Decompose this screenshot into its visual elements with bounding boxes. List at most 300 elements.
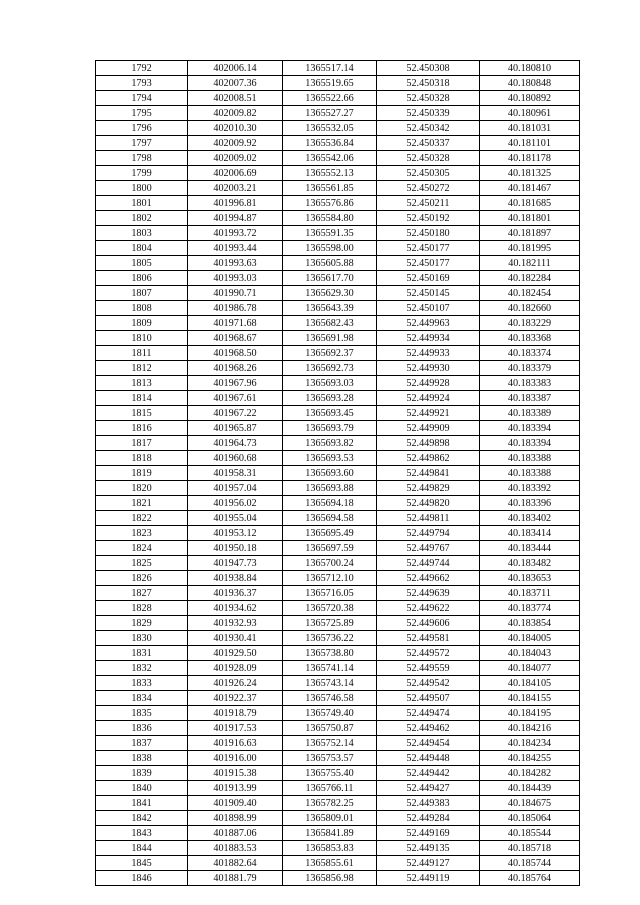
longitude-cell: 40.184195 (480, 706, 580, 721)
table-row (96, 841, 580, 856)
table-row (96, 196, 580, 211)
point-number-cell: 1799 (96, 166, 188, 181)
latitude-cell: 52.449662 (377, 571, 480, 586)
table-row (96, 211, 580, 226)
y-coordinate-cell: 1365542.06 (283, 151, 377, 166)
x-coordinate-cell: 401968.67 (188, 331, 283, 346)
table-row (96, 331, 580, 346)
table-row (96, 796, 580, 811)
point-number-cell: 1798 (96, 151, 188, 166)
point-number-cell: 1836 (96, 721, 188, 736)
y-coordinate-cell: 1365693.88 (283, 481, 377, 496)
table-row (96, 811, 580, 826)
y-coordinate-cell: 1365693.79 (283, 421, 377, 436)
x-coordinate-cell: 401881.79 (188, 871, 283, 886)
table-row (96, 346, 580, 361)
y-coordinate-cell: 1365522.66 (283, 91, 377, 106)
latitude-cell: 52.450180 (377, 226, 480, 241)
y-coordinate-cell: 1365693.28 (283, 391, 377, 406)
longitude-cell: 40.180961 (480, 106, 580, 121)
table-row (96, 406, 580, 421)
y-coordinate-cell: 1365693.82 (283, 436, 377, 451)
point-number-cell: 1826 (96, 571, 188, 586)
longitude-cell: 40.184077 (480, 661, 580, 676)
x-coordinate-cell: 401993.63 (188, 256, 283, 271)
x-coordinate-cell: 401938.84 (188, 571, 283, 586)
latitude-cell: 52.449898 (377, 436, 480, 451)
longitude-cell: 40.184216 (480, 721, 580, 736)
table-row (96, 316, 580, 331)
longitude-cell: 40.183229 (480, 316, 580, 331)
point-number-cell: 1825 (96, 556, 188, 571)
latitude-cell: 52.449909 (377, 421, 480, 436)
latitude-cell: 52.449127 (377, 856, 480, 871)
y-coordinate-cell: 1365782.25 (283, 796, 377, 811)
x-coordinate-cell: 401882.64 (188, 856, 283, 871)
latitude-cell: 52.450328 (377, 151, 480, 166)
table-row (96, 286, 580, 301)
point-number-cell: 1834 (96, 691, 188, 706)
longitude-cell: 40.181031 (480, 121, 580, 136)
x-coordinate-cell: 401993.44 (188, 241, 283, 256)
point-number-cell: 1819 (96, 466, 188, 481)
longitude-cell: 40.184005 (480, 631, 580, 646)
y-coordinate-cell: 1365682.43 (283, 316, 377, 331)
point-number-cell: 1812 (96, 361, 188, 376)
longitude-cell: 40.183774 (480, 601, 580, 616)
latitude-cell: 52.449284 (377, 811, 480, 826)
longitude-cell: 40.183444 (480, 541, 580, 556)
x-coordinate-cell: 402003.21 (188, 181, 283, 196)
y-coordinate-cell: 1365746.58 (283, 691, 377, 706)
longitude-cell: 40.183379 (480, 361, 580, 376)
longitude-cell: 40.183388 (480, 451, 580, 466)
latitude-cell: 52.450192 (377, 211, 480, 226)
latitude-cell: 52.449427 (377, 781, 480, 796)
point-number-cell: 1830 (96, 631, 188, 646)
latitude-cell: 52.449794 (377, 526, 480, 541)
longitude-cell: 40.184675 (480, 796, 580, 811)
y-coordinate-cell: 1365643.39 (283, 301, 377, 316)
table-row (96, 376, 580, 391)
table-row (96, 241, 580, 256)
y-coordinate-cell: 1365532.05 (283, 121, 377, 136)
point-number-cell: 1816 (96, 421, 188, 436)
table-row (96, 781, 580, 796)
coordinate-table (95, 60, 580, 886)
latitude-cell: 52.449924 (377, 391, 480, 406)
table-row (96, 871, 580, 886)
latitude-cell: 52.449811 (377, 511, 480, 526)
table-row (96, 436, 580, 451)
point-number-cell: 1795 (96, 106, 188, 121)
latitude-cell: 52.449542 (377, 676, 480, 691)
longitude-cell: 40.183854 (480, 616, 580, 631)
y-coordinate-cell: 1365716.05 (283, 586, 377, 601)
point-number-cell: 1801 (96, 196, 188, 211)
x-coordinate-cell: 401967.22 (188, 406, 283, 421)
table-row (96, 256, 580, 271)
table-row (96, 166, 580, 181)
table-row (96, 691, 580, 706)
point-number-cell: 1823 (96, 526, 188, 541)
y-coordinate-cell: 1365692.73 (283, 361, 377, 376)
point-number-cell: 1845 (96, 856, 188, 871)
longitude-cell: 40.181101 (480, 136, 580, 151)
point-number-cell: 1846 (96, 871, 188, 886)
latitude-cell: 52.449606 (377, 616, 480, 631)
x-coordinate-cell: 402009.02 (188, 151, 283, 166)
longitude-cell: 40.184255 (480, 751, 580, 766)
y-coordinate-cell: 1365536.84 (283, 136, 377, 151)
longitude-cell: 40.181801 (480, 211, 580, 226)
latitude-cell: 52.450337 (377, 136, 480, 151)
table-row (96, 106, 580, 121)
latitude-cell: 52.450107 (377, 301, 480, 316)
longitude-cell: 40.183392 (480, 481, 580, 496)
x-coordinate-cell: 401968.26 (188, 361, 283, 376)
point-number-cell: 1828 (96, 601, 188, 616)
table-row (96, 706, 580, 721)
latitude-cell: 52.450328 (377, 91, 480, 106)
point-number-cell: 1829 (96, 616, 188, 631)
point-number-cell: 1835 (96, 706, 188, 721)
point-number-cell: 1797 (96, 136, 188, 151)
y-coordinate-cell: 1365527.27 (283, 106, 377, 121)
longitude-cell: 40.183402 (480, 511, 580, 526)
latitude-cell: 52.450272 (377, 181, 480, 196)
latitude-cell: 52.449474 (377, 706, 480, 721)
x-coordinate-cell: 401916.63 (188, 736, 283, 751)
point-number-cell: 1843 (96, 826, 188, 841)
longitude-cell: 40.181995 (480, 241, 580, 256)
x-coordinate-cell: 402006.69 (188, 166, 283, 181)
y-coordinate-cell: 1365691.98 (283, 331, 377, 346)
y-coordinate-cell: 1365598.00 (283, 241, 377, 256)
latitude-cell: 52.449921 (377, 406, 480, 421)
longitude-cell: 40.185744 (480, 856, 580, 871)
point-number-cell: 1809 (96, 316, 188, 331)
x-coordinate-cell: 401909.40 (188, 796, 283, 811)
longitude-cell: 40.181685 (480, 196, 580, 211)
x-coordinate-cell: 401922.37 (188, 691, 283, 706)
longitude-cell: 40.181178 (480, 151, 580, 166)
y-coordinate-cell: 1365750.87 (283, 721, 377, 736)
longitude-cell: 40.184439 (480, 781, 580, 796)
y-coordinate-cell: 1365856.98 (283, 871, 377, 886)
table-row (96, 271, 580, 286)
y-coordinate-cell: 1365725.89 (283, 616, 377, 631)
latitude-cell: 52.449934 (377, 331, 480, 346)
latitude-cell: 52.449928 (377, 376, 480, 391)
table-row (96, 121, 580, 136)
latitude-cell: 52.450342 (377, 121, 480, 136)
table-row (96, 631, 580, 646)
longitude-cell: 40.184234 (480, 736, 580, 751)
table-row (96, 451, 580, 466)
point-number-cell: 1805 (96, 256, 188, 271)
y-coordinate-cell: 1365591.35 (283, 226, 377, 241)
x-coordinate-cell: 401971.68 (188, 316, 283, 331)
y-coordinate-cell: 1365752.14 (283, 736, 377, 751)
x-coordinate-cell: 401936.37 (188, 586, 283, 601)
latitude-cell: 52.449930 (377, 361, 480, 376)
point-number-cell: 1839 (96, 766, 188, 781)
latitude-cell: 52.449559 (377, 661, 480, 676)
longitude-cell: 40.180810 (480, 61, 580, 76)
x-coordinate-cell: 401990.71 (188, 286, 283, 301)
latitude-cell: 52.449383 (377, 796, 480, 811)
y-coordinate-cell: 1365712.10 (283, 571, 377, 586)
x-coordinate-cell: 401916.00 (188, 751, 283, 766)
y-coordinate-cell: 1365738.80 (283, 646, 377, 661)
x-coordinate-cell: 401929.50 (188, 646, 283, 661)
latitude-cell: 52.450305 (377, 166, 480, 181)
point-number-cell: 1827 (96, 586, 188, 601)
y-coordinate-cell: 1365519.65 (283, 76, 377, 91)
latitude-cell: 52.449169 (377, 826, 480, 841)
table-row (96, 391, 580, 406)
table-row (96, 226, 580, 241)
x-coordinate-cell: 402007.36 (188, 76, 283, 91)
point-number-cell: 1821 (96, 496, 188, 511)
x-coordinate-cell: 401887.06 (188, 826, 283, 841)
point-number-cell: 1822 (96, 511, 188, 526)
table-row (96, 751, 580, 766)
point-number-cell: 1840 (96, 781, 188, 796)
latitude-cell: 52.449767 (377, 541, 480, 556)
y-coordinate-cell: 1365841.89 (283, 826, 377, 841)
latitude-cell: 52.449448 (377, 751, 480, 766)
longitude-cell: 40.184155 (480, 691, 580, 706)
point-number-cell: 1844 (96, 841, 188, 856)
table-row (96, 661, 580, 676)
x-coordinate-cell: 401964.73 (188, 436, 283, 451)
y-coordinate-cell: 1365766.11 (283, 781, 377, 796)
table-row (96, 76, 580, 91)
latitude-cell: 52.450177 (377, 256, 480, 271)
x-coordinate-cell: 401968.50 (188, 346, 283, 361)
x-coordinate-cell: 401898.99 (188, 811, 283, 826)
table-row (96, 61, 580, 76)
y-coordinate-cell: 1365736.22 (283, 631, 377, 646)
table-row (96, 736, 580, 751)
point-number-cell: 1813 (96, 376, 188, 391)
point-number-cell: 1808 (96, 301, 188, 316)
y-coordinate-cell: 1365693.53 (283, 451, 377, 466)
x-coordinate-cell: 402008.51 (188, 91, 283, 106)
y-coordinate-cell: 1365809.01 (283, 811, 377, 826)
latitude-cell: 52.449581 (377, 631, 480, 646)
longitude-cell: 40.185064 (480, 811, 580, 826)
table-row (96, 421, 580, 436)
table-row (96, 151, 580, 166)
point-number-cell: 1824 (96, 541, 188, 556)
y-coordinate-cell: 1365697.59 (283, 541, 377, 556)
y-coordinate-cell: 1365694.18 (283, 496, 377, 511)
latitude-cell: 52.449507 (377, 691, 480, 706)
table-row (96, 556, 580, 571)
longitude-cell: 40.183387 (480, 391, 580, 406)
longitude-cell: 40.183394 (480, 421, 580, 436)
y-coordinate-cell: 1365693.60 (283, 466, 377, 481)
point-number-cell: 1811 (96, 346, 188, 361)
x-coordinate-cell: 401953.12 (188, 526, 283, 541)
table-row (96, 586, 580, 601)
y-coordinate-cell: 1365517.14 (283, 61, 377, 76)
point-number-cell: 1814 (96, 391, 188, 406)
latitude-cell: 52.449622 (377, 601, 480, 616)
x-coordinate-cell: 401996.81 (188, 196, 283, 211)
x-coordinate-cell: 401986.78 (188, 301, 283, 316)
longitude-cell: 40.182454 (480, 286, 580, 301)
x-coordinate-cell: 401950.18 (188, 541, 283, 556)
x-coordinate-cell: 401993.03 (188, 271, 283, 286)
latitude-cell: 52.449820 (377, 496, 480, 511)
longitude-cell: 40.182111 (480, 256, 580, 271)
x-coordinate-cell: 401947.73 (188, 556, 283, 571)
x-coordinate-cell: 402006.14 (188, 61, 283, 76)
y-coordinate-cell: 1365755.40 (283, 766, 377, 781)
point-number-cell: 1806 (96, 271, 188, 286)
point-number-cell: 1817 (96, 436, 188, 451)
table-row (96, 766, 580, 781)
latitude-cell: 52.449933 (377, 346, 480, 361)
x-coordinate-cell: 401955.04 (188, 511, 283, 526)
point-number-cell: 1841 (96, 796, 188, 811)
table-row (96, 526, 580, 541)
longitude-cell: 40.183711 (480, 586, 580, 601)
longitude-cell: 40.183383 (480, 376, 580, 391)
point-number-cell: 1818 (96, 451, 188, 466)
x-coordinate-cell: 401926.24 (188, 676, 283, 691)
longitude-cell: 40.185718 (480, 841, 580, 856)
latitude-cell: 52.449841 (377, 466, 480, 481)
table-row (96, 601, 580, 616)
latitude-cell: 52.449462 (377, 721, 480, 736)
x-coordinate-cell: 401932.93 (188, 616, 283, 631)
x-coordinate-cell: 401934.62 (188, 601, 283, 616)
coordinate-table-body (96, 61, 580, 886)
table-row (96, 481, 580, 496)
table-row (96, 511, 580, 526)
point-number-cell: 1804 (96, 241, 188, 256)
y-coordinate-cell: 1365695.49 (283, 526, 377, 541)
longitude-cell: 40.183396 (480, 496, 580, 511)
latitude-cell: 52.450339 (377, 106, 480, 121)
table-row (96, 466, 580, 481)
x-coordinate-cell: 401957.04 (188, 481, 283, 496)
latitude-cell: 52.449963 (377, 316, 480, 331)
latitude-cell: 52.450308 (377, 61, 480, 76)
table-row (96, 301, 580, 316)
point-number-cell: 1803 (96, 226, 188, 241)
y-coordinate-cell: 1365561.85 (283, 181, 377, 196)
y-coordinate-cell: 1365753.57 (283, 751, 377, 766)
longitude-cell: 40.184282 (480, 766, 580, 781)
table-row (96, 571, 580, 586)
longitude-cell: 40.180848 (480, 76, 580, 91)
x-coordinate-cell: 401930.41 (188, 631, 283, 646)
longitude-cell: 40.183374 (480, 346, 580, 361)
longitude-cell: 40.185764 (480, 871, 580, 886)
x-coordinate-cell: 401956.02 (188, 496, 283, 511)
longitude-cell: 40.182660 (480, 301, 580, 316)
table-row (96, 856, 580, 871)
x-coordinate-cell: 401918.79 (188, 706, 283, 721)
y-coordinate-cell: 1365743.14 (283, 676, 377, 691)
latitude-cell: 52.450169 (377, 271, 480, 286)
y-coordinate-cell: 1365605.88 (283, 256, 377, 271)
table-row (96, 646, 580, 661)
table-row (96, 136, 580, 151)
y-coordinate-cell: 1365853.83 (283, 841, 377, 856)
x-coordinate-cell: 401928.09 (188, 661, 283, 676)
point-number-cell: 1833 (96, 676, 188, 691)
point-number-cell: 1831 (96, 646, 188, 661)
point-number-cell: 1792 (96, 61, 188, 76)
y-coordinate-cell: 1365576.86 (283, 196, 377, 211)
longitude-cell: 40.181897 (480, 226, 580, 241)
point-number-cell: 1810 (96, 331, 188, 346)
y-coordinate-cell: 1365855.61 (283, 856, 377, 871)
longitude-cell: 40.183394 (480, 436, 580, 451)
x-coordinate-cell: 401958.31 (188, 466, 283, 481)
y-coordinate-cell: 1365629.30 (283, 286, 377, 301)
latitude-cell: 52.449862 (377, 451, 480, 466)
point-number-cell: 1793 (96, 76, 188, 91)
latitude-cell: 52.449829 (377, 481, 480, 496)
longitude-cell: 40.184105 (480, 676, 580, 691)
x-coordinate-cell: 401965.87 (188, 421, 283, 436)
longitude-cell: 40.183414 (480, 526, 580, 541)
y-coordinate-cell: 1365741.14 (283, 661, 377, 676)
x-coordinate-cell: 401967.61 (188, 391, 283, 406)
longitude-cell: 40.183389 (480, 406, 580, 421)
x-coordinate-cell: 401915.38 (188, 766, 283, 781)
x-coordinate-cell: 402009.82 (188, 106, 283, 121)
y-coordinate-cell: 1365749.40 (283, 706, 377, 721)
latitude-cell: 52.450145 (377, 286, 480, 301)
table-row (96, 826, 580, 841)
x-coordinate-cell: 401967.96 (188, 376, 283, 391)
longitude-cell: 40.180892 (480, 91, 580, 106)
x-coordinate-cell: 401994.87 (188, 211, 283, 226)
table-row (96, 541, 580, 556)
latitude-cell: 52.449744 (377, 556, 480, 571)
longitude-cell: 40.181325 (480, 166, 580, 181)
table-row (96, 181, 580, 196)
point-number-cell: 1820 (96, 481, 188, 496)
y-coordinate-cell: 1365552.13 (283, 166, 377, 181)
point-number-cell: 1832 (96, 661, 188, 676)
longitude-cell: 40.182284 (480, 271, 580, 286)
point-number-cell: 1802 (96, 211, 188, 226)
latitude-cell: 52.450211 (377, 196, 480, 211)
longitude-cell: 40.185544 (480, 826, 580, 841)
latitude-cell: 52.449119 (377, 871, 480, 886)
y-coordinate-cell: 1365693.45 (283, 406, 377, 421)
latitude-cell: 52.449135 (377, 841, 480, 856)
x-coordinate-cell: 401993.72 (188, 226, 283, 241)
longitude-cell: 40.183388 (480, 466, 580, 481)
latitude-cell: 52.449442 (377, 766, 480, 781)
table-row (96, 91, 580, 106)
x-coordinate-cell: 402009.92 (188, 136, 283, 151)
latitude-cell: 52.449572 (377, 646, 480, 661)
point-number-cell: 1794 (96, 91, 188, 106)
point-number-cell: 1796 (96, 121, 188, 136)
